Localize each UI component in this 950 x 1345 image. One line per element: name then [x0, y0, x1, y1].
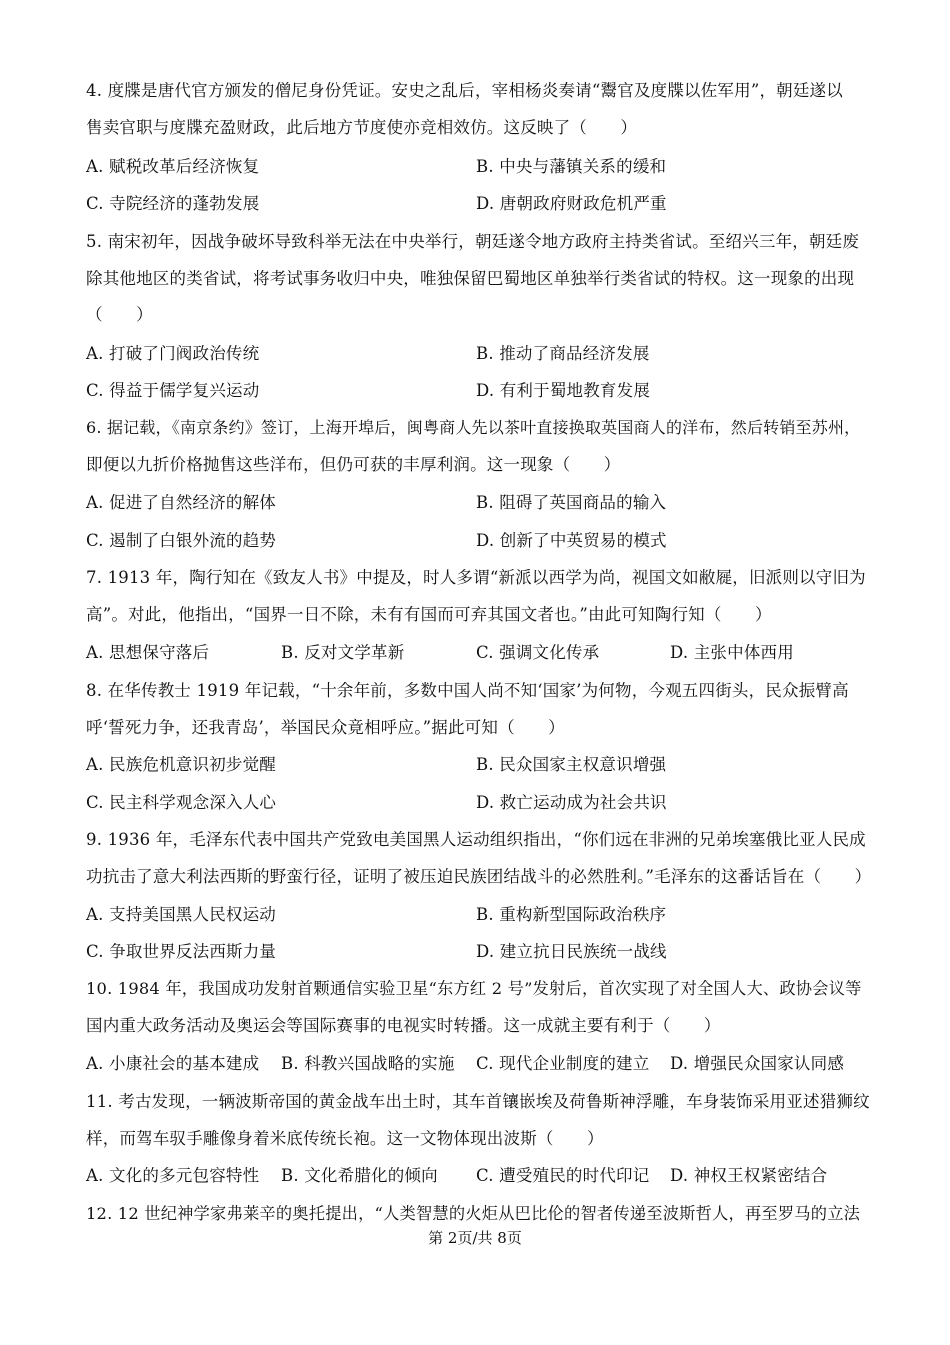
q9-option-d: D. 建立抗日民族统一战线: [476, 942, 667, 961]
q5-option-d: D. 有利于蜀地教育发展: [476, 381, 651, 400]
q8-stem-line-2: 呼‘誓死力争，还我青岛’，举国民众竟相呼应。”据此可知（ ）: [86, 718, 565, 737]
page-number: 第 2页/共 8页: [428, 1229, 522, 1247]
q6-stem-line-1: 6. 据记载，《南京条约》签订，上海开埠后，闽粤商人先以茶叶直接换取英国商人的洋布，然后转销至苏州，: [86, 418, 861, 437]
q8-option-c: C. 民主科学观念深入人心: [86, 793, 277, 812]
q11-option-a: A. 文化的多元包容特性: [86, 1166, 260, 1185]
q6-option-a: A. 促进了自然经济的解体: [86, 493, 277, 512]
q9-stem-line-2: 功抗击了意大利法西斯的野蛮行径，证明了被压迫民族团结战斗的必然胜利。”毛泽东的这番话旨在（ ）: [86, 867, 872, 886]
q5-option-b: B. 推动了商品经济发展: [476, 344, 650, 363]
q4-option-c: C. 寺院经济的蓬勃发展: [86, 194, 260, 213]
q10-option-d: D. 增强民众国家认同感: [670, 1054, 845, 1073]
q9-option-c: C. 争取世界反法西斯力量: [86, 942, 277, 961]
q7-option-d: D. 主张中体西用: [670, 643, 794, 662]
q4-stem-line-1: 4. 度牒是唐代官方颁发的僧尼身份凭证。安史之乱后，宰相杨炎奏请“鬻官及度牒以佐军用”，朝廷遂以: [86, 81, 843, 100]
q7-option-c: C. 强调文化传承: [476, 643, 600, 662]
q9-option-a: A. 支持美国黑人民权运动: [86, 905, 277, 924]
q6-option-c: C. 遏制了白银外流的趋势: [86, 531, 277, 550]
q10-option-a: A. 小康社会的基本建成: [86, 1054, 260, 1073]
q11-option-d: D. 神权王权紧密结合: [670, 1166, 828, 1185]
q8-option-b: B. 民众国家主权意识增强: [476, 755, 667, 774]
q10-option-b: B. 科教兴国战略的实施: [281, 1054, 455, 1073]
q4-option-a: A. 赋税改革后经济恢复: [86, 157, 260, 176]
q6-option-d: D. 创新了中英贸易的模式: [476, 531, 667, 550]
q5-option-a: A. 打破了门阀政治传统: [86, 344, 260, 363]
q11-option-b: B. 文化希腊化的倾向: [281, 1166, 438, 1185]
q6-stem-line-2: 即便以九折价格抛售这些洋布，但仍可获的丰厚利润。这一现象（ ）: [86, 455, 621, 474]
q7-stem-line-2: 高”。对此，他指出，“国界一日不除，未有有国而可弃其国文者也。”由此可知陶行知（ ）: [86, 605, 772, 624]
q10-stem-line-1: 10. 1984 年，我国成功发射首颗通信实验卫星“东方红 2 号”发射后，首次实现了对全国人大、政协会议等: [86, 979, 862, 998]
q8-option-a: A. 民族危机意识初步觉醒: [86, 755, 277, 774]
q8-option-d: D. 救亡运动成为社会共识: [476, 793, 667, 812]
q9-stem-line-1: 9. 1936 年，毛泽东代表中国共产党致电美国黑人运动组织指出，“你们远在非洲的兄弟埃塞俄比亚人民成: [86, 830, 866, 849]
q8-stem-line-1: 8. 在华传教士 1919 年记载，“十余年前，多数中国人尚不知‘国家’为何物，今观五四街头，民众振臂高: [86, 681, 849, 700]
q11-stem-line-1: 11. 考古发现，一辆波斯帝国的黄金战车出土时，其车首镶嵌埃及荷鲁斯神浮雕，车身装饰采用亚述猎狮纹: [86, 1092, 870, 1111]
q6-option-b: B. 阻碍了英国商品的输入: [476, 493, 667, 512]
q7-option-b: B. 反对文学革新: [281, 643, 405, 662]
q5-stem-line-1: 5. 南宋初年，因战争破坏导致科举无法在中央举行，朝廷遂令地方政府主持类省试。至绍兴三年，朝廷废: [86, 232, 860, 251]
q9-option-b: B. 重构新型国际政治秩序: [476, 905, 667, 924]
q12-stem-line-1: 12. 12 世纪神学家弗莱辛的奥托提出，“人类智慧的火炬从巴比伦的智者传递至波斯哲人，再至罗马的立法: [86, 1204, 861, 1223]
q5-stem-line-2: 除其他地区的类省试，将考试事务收归中央，唯独保留巴蜀地区单独举行类省试的特权。这一现象的出现: [86, 269, 855, 288]
q11-option-c: C. 遭受殖民的时代印记: [476, 1166, 650, 1185]
q4-stem-line-2: 售卖官职与度牒充盈财政，此后地方节度使亦竞相效仿。这反映了（ ）: [86, 118, 638, 137]
q10-option-c: C. 现代企业制度的建立: [476, 1054, 650, 1073]
q10-stem-line-2: 国内重大政务活动及奥运会等国际赛事的电视实时转播。这一成就主要有利于（ ）: [86, 1016, 721, 1035]
q5-option-c: C. 得益于儒学复兴运动: [86, 381, 260, 400]
q5-stem-line-3: （ ）: [86, 305, 153, 324]
q4-option-b: B. 中央与藩镇关系的缓和: [476, 157, 667, 176]
q7-option-a: A. 思想保守落后: [86, 643, 210, 662]
q11-stem-line-2: 样，而驾车驭手雕像身着米底传统长袍。这一文物体现出波斯（ ）: [86, 1129, 604, 1148]
q7-stem-line-1: 7. 1913 年，陶行知在《致友人书》中提及，时人多谓“新派以西学为尚，视国文如敝屣，旧派则以守旧为: [86, 568, 866, 587]
q4-option-d: D. 唐朝政府财政危机严重: [476, 194, 667, 213]
